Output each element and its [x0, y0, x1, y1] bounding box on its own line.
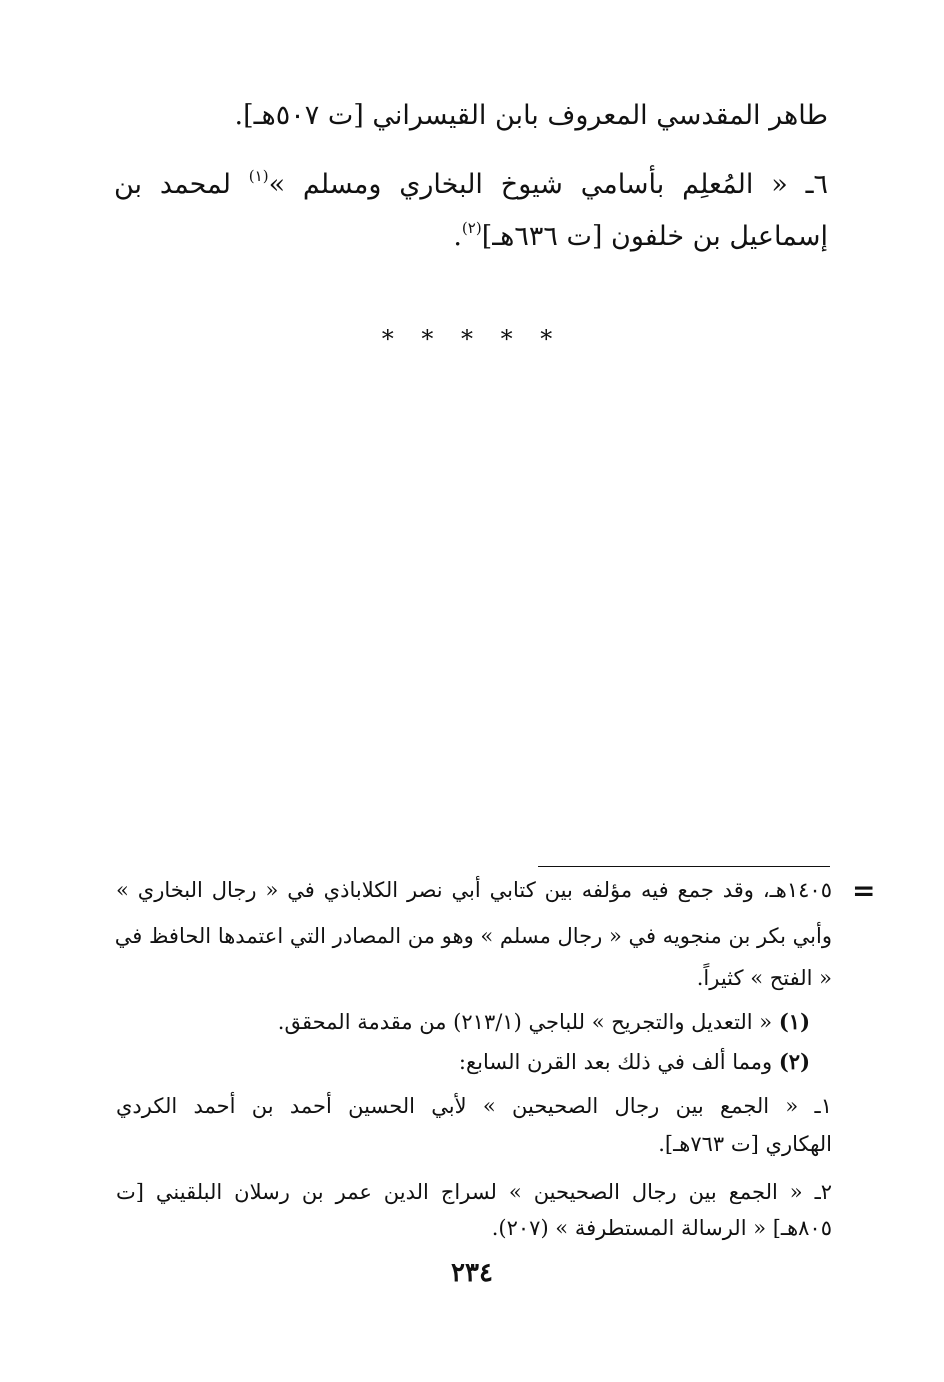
footnote-continued-text-3: « الفتح » كثيراً. [696, 966, 832, 990]
footnote-continuation-mark: = [852, 874, 876, 907]
footnote-2-item-1-line-1 [116, 1090, 832, 1122]
footnote-continued-line-1 [116, 874, 832, 906]
footnote-continued-line-2 [116, 920, 832, 952]
footnote-continued-line-3 [116, 962, 832, 994]
main-text-line-1-text: طاهر المقدسي المعروف بابن القيسراني [ت ٥٠٧هـ]. [234, 100, 828, 131]
section-separator: * * * * * [381, 325, 563, 353]
page-number: ٢٣٤ [451, 1258, 493, 1288]
footnote-1-text: « التعديل والتجريح » للباجي (٢١٣/١) من مقدمة المحقق. [277, 1010, 779, 1034]
footnote-2 [130, 1046, 810, 1078]
footnote-2-item-1-text-b: الهكاري [ت ٧٦٣هـ]. [658, 1132, 832, 1156]
footnote-2-item-2-text-b: ٨٠٥هـ] « الرسالة المستطرفة » (٢٠٧). [491, 1216, 832, 1240]
footnote-continued-text-1: ١٤٠٥هـ، وقد جمع فيه مؤلفه بين كتابي أبي نصر الكلاباذي في « رجال البخاري » [116, 878, 832, 902]
list-item-6-line-1 [114, 156, 828, 205]
list-item-6-author-start: لمحمد بن [114, 169, 249, 200]
list-item-6-line-2 [114, 208, 828, 257]
footnote-2-item-1-line-2 [116, 1128, 832, 1160]
list-item-6-period: . [453, 221, 462, 252]
footnote-2-text: ومما ألف في ذلك بعد القرن السابع: [458, 1050, 779, 1074]
footnote-2-item-1-text-a: ١ـ « الجمع بين رجال الصحيحين » لأبي الحسين أحمد بن أحمد الكردي [116, 1094, 832, 1118]
footnote-ref-2: (٢) [461, 219, 482, 237]
footnote-divider [538, 866, 830, 867]
footnote-1 [130, 1006, 810, 1038]
footnote-2-item-2-line-1 [116, 1176, 832, 1208]
main-text-line-1 [108, 96, 828, 136]
footnote-2-item-2-text-a: ٢ـ « الجمع بين رجال الصحيحين » لسراج الدين عمر بن رسلان البلقيني [ت [116, 1180, 832, 1204]
footnote-continued-text-2: وأبي بكر بن منجويه في « رجال مسلم » وهو من المصادر التي اعتمدها الحافظ في [114, 924, 832, 948]
list-item-6-title: ٦ـ « المُعلِم بأسامي شيوخ البخاري ومسلم » [268, 169, 829, 200]
footnote-ref-1: (١) [248, 167, 269, 185]
list-item-6-author-end: إسماعيل بن خلفون [ت ٦٣٦هـ] [481, 221, 828, 252]
footnote-1-number: (١) [778, 1009, 810, 1034]
footnote-2-number: (٢) [778, 1049, 810, 1074]
footnote-2-item-2-line-2 [116, 1212, 832, 1244]
